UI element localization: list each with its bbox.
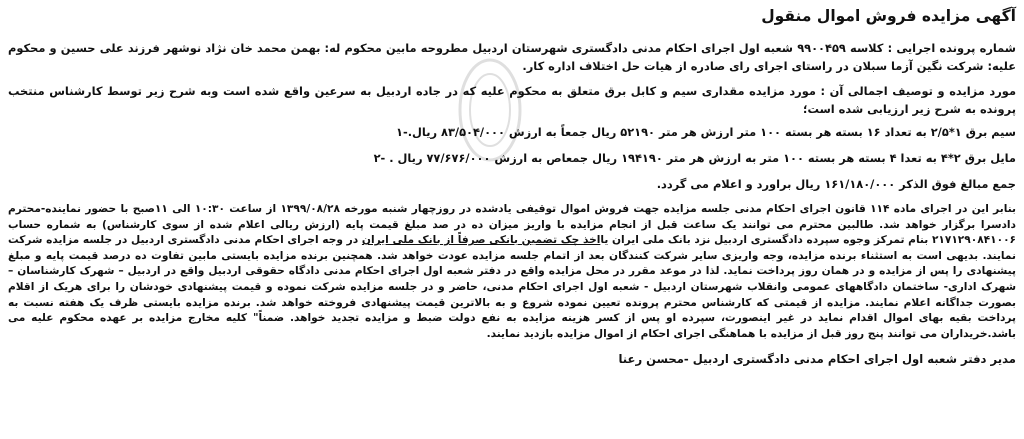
total-amount-line: جمع مبالغ فوق الذکر ۱۶۱/۱۸۰/۰۰۰ ریال براورد و اعلام می گردد. (656, 177, 1016, 191)
notice-title: آگهی مزایده فروش اموال منقول (761, 7, 1016, 25)
bank-check-requirement: اخذ چک تضمین بانکی صرفاً از بانک ملی ایران (361, 234, 601, 247)
auction-terms-paragraph (8, 202, 1016, 342)
list-item: سیم برق ۱*۲/۵ به تعداد ۱۶ بسته هر بسته ۱۰۰ متر ارزش هر متر ۵۲۱۹۰ ریال جمعاً به ارزش ۸۳/۵۰۴/۰۰۰ ریال.-۱ (396, 125, 1016, 139)
terms-text-part-1: بنابر این در اجرای ماده ۱۱۴ قانون اجرای احکام مدنی جلسه مزایده جهت فروش اموال توقیفی یادشده در روزچهار شنبه مورخه ۱۳۹۹/۰۸/۲۸ از ساعت ۱۰:۳۰ الی ۱۱صبح با حضور نماینده-محترم دادسرا برگزار خواهد شد. طالبین محترم می توانند یک ساعت قبل از انجام مزایده با واریز میزان ده در صد مبلغ قیمت پایه (ارزش ریالی اعلام شده از سوی کارشناس) به شماره حساب ۲۱۷۱۲۹۰۸۴۱۰۰۶ بنام تمرکز وجوه سپرده دادگستری اردبیل نزد بانک ملی ایران یا (8, 203, 1016, 247)
case-info-paragraph: شماره پرونده اجرایی : کلاسه ۹۹۰۰۴۵۹ شعبه اول اجرای احکام مدنی دادگستری شهرستان اردبیل مطروحه مابین محکوم له: بهمن محمد خان نژاد نوشهر فرزند علی حسین و محکوم علیه: شرکت نگین آزما سبلان در راستای اجرای رای صادره از هیات حل اختلاف اداره کار. (8, 41, 1017, 73)
signature-line: مدیر دفتر شعبه اول اجرای احکام مدنی دادگستری اردبیل -محسن رعنا (618, 352, 1016, 367)
list-item: مایل برق ۲*۴ به تعدا ۴ بسته هر بسته ۱۰۰ متر به ارزش هر متر ۱۹۴۱۹۰ ریال جمعاص به ارزش ۷۷/۶۷۶/۰۰۰ ریال . -۲ (373, 151, 1016, 165)
terms-text-part-2: در وجه اجرای احکام مدنی دادگستری اردبیل در جلسه مزایده شرکت نمایند. بدیهی است به استثناء برنده مزایده، وجه واریزی سایر شرکت کنندگان بعد از اتمام جلسه مزایده عودت خواهد شد. همچنین برنده مزایده بایستی مابین تفاوت ده درصد قیمت پایه و مبلغ پیشنهادی را پس از مزایده و در همان روز پرداخت نماید. لذا در موعد مقرر در محل مزایده واقع در دفتر شعبه اول اجرای احکام مدنی دادگاه حقوقی اردبیل واقع در اردبیل – شهرک کارشناسان – شهرک اداری- ساختمان دادگاههای عمومی وانقلاب شهرستان اردبیل - شعبه اول اجرای احکام مدنی، حاضر و در جلسه مزایده شرکت نموده و قیمت پیشنهادی خودشان را برای هریک از اقلام بصورت جداگانه اعلام نمایند. مزایده از قیمتی که کارشناس محترم پرونده تعیین نموده شروع و به بالاترین قیمت پیشنهادی فروخته خواهد شد. برنده مزایده بایستی ظرف یک هفته نسبت به پرداخت بقیه بهای اموال اقدام نماید در غیر اینصورت، سپرده او پس از کسر هزینه مزایده به نفع دولت ضبط و مزایده تجدید خواهد. ضمناً" کلیه مخارج مزایده بر عهده محکوم علیه می باشد.خریداران می توانند پنج روز قبل از مزایده با هماهنگی اجرای احکام از اموال مزایده بازدید نمایند. (8, 234, 1016, 340)
auction-description-paragraph: مورد مزایده و توصیف اجمالی آن : مورد مزایده مقداری سیم و کابل برق متعلق به محکوم علیه که در جاده اردبیل به سرعین واقع شده است وبه شرح زیر توسط کارشناس منتخب پرونده به شرح زیر ارزیابی شده است؛ (8, 84, 1016, 116)
